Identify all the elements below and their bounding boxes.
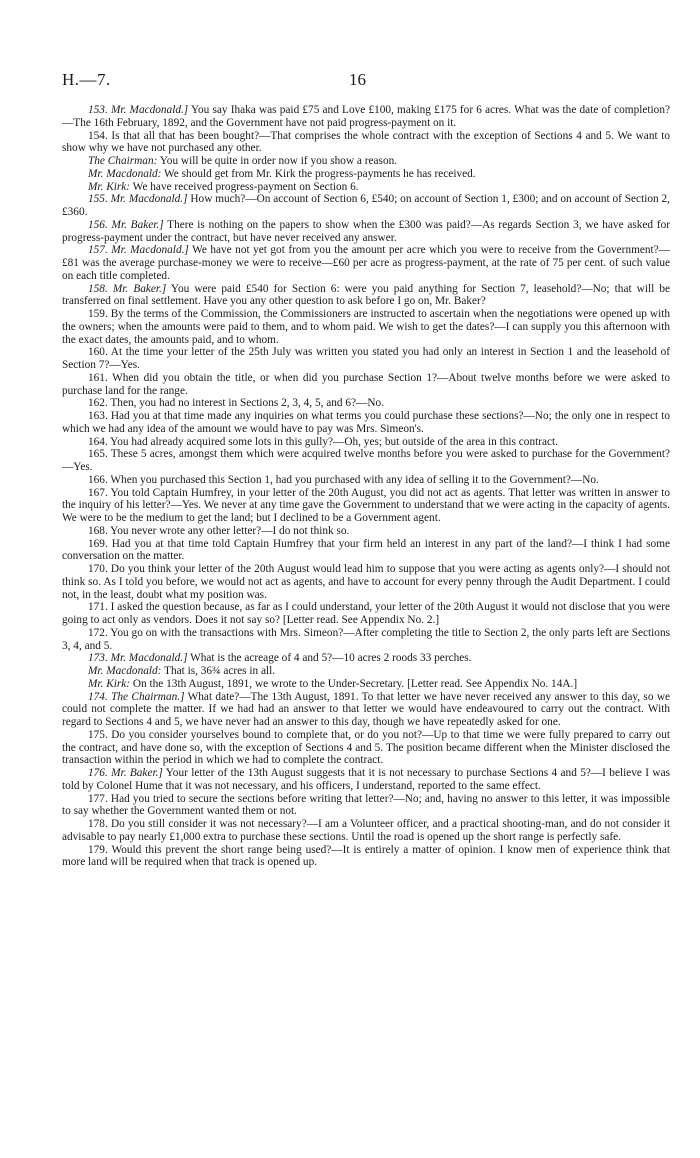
speaker-label: 153. Mr. Macdonald.] — [88, 104, 189, 116]
paragraph-text: 179. Would this prevent the short range being used?—It is entirely a matter of opinion. I know men of experience think that more land will be required when that track is opened up. — [62, 843, 670, 869]
paragraph-text: We have received progress-payment on Section 6. — [130, 180, 359, 193]
paragraph — [62, 130, 670, 156]
paragraph — [62, 563, 670, 601]
paragraph-text: How much?—On account of Section 6, £540; on account of Section 1, £300; and on account of Section 2, £360. — [62, 193, 670, 218]
paragraph-text: We should get from Mr. Kirk the progress-payments he has received. — [161, 167, 476, 180]
paragraph-text: 170. Do you think your letter of the 20th August would lead him to suppose that you were acting as agents only?—I should not think so. As I told you before, we would not act as agents, and have to account for every penny through the Audit Department. I could not, in the least, doubt what my position was. — [62, 563, 670, 601]
paragraph-text: 163. Had you at that time made any inquiries on what terms you could purchase these sections?—No; the only one in respect to which we had any idea of the amount we would have to pay was Mrs. Simeon's. — [62, 410, 670, 435]
paragraph-text: That is, 36¾ acres in all. — [161, 665, 276, 677]
paragraph-text: 178. Do you still consider it was not necessary?—I am a Volunteer officer, and a practical shooting-man, and do not consider it advisable to pay nearly £1,000 extra to purchase these sections. Until the road is opened up the short range is perfectly safe. — [62, 818, 670, 843]
paragraph — [62, 410, 670, 436]
paragraph — [62, 767, 670, 793]
speaker-label: 176. Mr. Baker.] — [88, 767, 163, 779]
paragraph — [62, 346, 670, 372]
paragraph-text: You will be quite in order now if you show a reason. — [157, 155, 398, 167]
paragraph-text: 175. Do you consider yourselves bound to complete that, or do you not?—Up to that time we were fully prepared to carry out the contract, and have done so, with the exception of Sections 4 and 5. The position became different when the Minister disclosed the transaction within the period in which we had to complete the contract. — [62, 728, 670, 767]
paragraph — [62, 155, 670, 168]
paragraph — [62, 372, 670, 398]
paragraph-text: On the 13th August, 1891, we wrote to the Under-Secretary. [Letter read. See Appendix No. 14A.] — [130, 677, 578, 690]
paragraph — [62, 627, 670, 653]
paragraph — [62, 474, 670, 487]
paragraph-text: Your letter of the 13th August suggests that it is not necessary to purchase Sections 4 and 5?—I believe I was told by Colonel Hume that it was not necessary, and his officers, I understand, reported to the same effect. — [62, 767, 670, 792]
paragraph-text: 162. Then, you had no interest in Sections 2, 3, 4, 5, and 6?—No. — [88, 397, 384, 410]
paragraph — [62, 844, 670, 870]
paragraph — [62, 283, 670, 309]
paragraph-text: What date?—The 13th August, 1891. To that letter we have never received any answer to this day, so we could not complete the matter. If we had had an answer to that letter we would have endeavoured to carry out the contract. With regard to Sections 4 and 5, we have never had an answer to this day, though we have repeatedly asked for one. — [62, 690, 670, 728]
paragraph — [62, 487, 670, 525]
paragraph — [62, 818, 670, 844]
paragraph — [62, 104, 670, 130]
paragraph — [62, 448, 670, 474]
paragraph — [62, 397, 670, 410]
paragraph — [62, 193, 670, 219]
document-id: H.—7. — [62, 70, 111, 89]
paragraph — [62, 729, 670, 767]
paragraph — [62, 793, 670, 819]
paragraph — [62, 219, 670, 245]
speaker-label: 155. Mr. Macdonald.] — [88, 193, 188, 206]
speaker-label: 157. Mr. Macdonald.] — [88, 244, 189, 257]
speaker-label: 173. Mr. Macdonald.] — [88, 652, 188, 665]
page-number: 16 — [349, 70, 366, 89]
speaker-label: Mr. Macdonald: — [88, 665, 162, 677]
body-text — [62, 104, 670, 869]
paragraph-text: 169. Had you at that time told Captain Humfrey that your firm held an interest in any part of the land?—I think I had some conversation on the matter. — [62, 537, 670, 563]
paragraph-text: We have not yet got from you the amount per acre which you were to receive from the Government?—£81 was the average purchase-money we were to receive—£60 per acre as progress-payment, at the rate of 75 per cent. of such value on each title completed. — [62, 244, 670, 282]
paragraph-text: 171. I asked the question because, as far as I could understand, your letter of the 20th August it would not disclose that you were going to act only as vendors. Does it not say so? [Letter read. See Appendix No. 2.] — [62, 601, 670, 626]
paragraph-text: 172. You go on with the transactions with Mrs. Simeon?—After completing the title to Section 2, the only parts left are Sections 3, 4, and 5. — [62, 626, 670, 652]
paragraph-text: You were paid £540 for Section 6: were you paid anything for Section 7, leasehold?—No; that will be transferred on final settlement. Have you any other question to ask before I go on, Mr. Baker? — [62, 282, 670, 308]
paragraph — [62, 168, 670, 181]
paragraph-text: What is the acreage of 4 and 5?—10 acres 2 roods 33 perches. — [187, 652, 472, 665]
paragraph — [62, 181, 670, 194]
paragraph-text: 166. When you purchased this Section 1, had you purchased with any idea of selling it to the Government?—No. — [88, 473, 599, 486]
paragraph — [62, 244, 670, 282]
speaker-label: Mr. Kirk: — [88, 677, 131, 690]
paragraph — [62, 652, 670, 665]
paragraph-text: There is nothing on the papers to show when the £300 was paid?—As regards Section 3, we have asked for progress-payment under the contract, but have never received any answer. — [62, 218, 670, 244]
paragraph — [62, 665, 670, 678]
paragraph-text: 161. When did you obtain the title, or when did you purchase Section 1?—About twelve months before we were asked to purchase land for the range. — [62, 371, 670, 397]
paragraph — [62, 538, 670, 564]
speaker-label: 174. The Chairman.] — [88, 690, 185, 703]
paragraph-text: 160. At the time your letter of the 25th July was written you stated you had only an interest in Section 1 and the leasehold of Section 7?—Yes. — [62, 346, 670, 371]
paragraph — [62, 525, 670, 538]
paragraph-text: 154. Is that all that has been bought?—That comprises the whole contract with the exception of Sections 4 and 5. We want to show why we have not purchased any other. — [62, 129, 670, 155]
speaker-label: 156. Mr. Baker.] — [88, 218, 164, 231]
paragraph-text: 177. Had you tried to secure the sections before writing that letter?—No; and, having no answer to this letter, it was impossible to say whether the Government wanted them or not. — [62, 792, 670, 818]
paragraph-text: 159. By the terms of the Commission, the Commissioners are instructed to ascertain when the negotiations were opened up with the owners; when the amounts were paid to them, and to whom paid. We wish to get the dates?—I can supply you this afternoon with the exact dates, the amounts paid, and to whom. — [62, 308, 670, 346]
paragraph-text: 167. You told Captain Humfrey, in your letter of the 20th August, you did not act as agents. That letter was written in answer to the inquiry of his letter?—Yes. We never at any time gave the Government to understand that we were acting in the capacity of agents. We were to be the medium to get the land; but I declined to be a Government agent. — [62, 486, 670, 524]
paragraph-text: You say Ihaka was paid £75 and Love £100, making £175 for 6 acres. What was the date of completion?—The 16th February, 1892, and the Government have not paid progress-payment on it. — [62, 104, 670, 129]
paragraph-text: 164. You had already acquired some lots in this gully?—Oh, yes; but outside of the area in this contract. — [88, 435, 558, 448]
speaker-label: Mr. Kirk: — [88, 180, 131, 193]
paragraph — [62, 601, 670, 627]
paragraph — [62, 308, 670, 346]
paragraph — [62, 436, 670, 449]
speaker-label: The Chairman: — [88, 155, 158, 167]
paragraph-text: 165. These 5 acres, amongst them which were acquired twelve months before you were asked to purchase for the Government?—Yes. — [62, 448, 670, 473]
page-header — [62, 70, 662, 92]
paragraph — [62, 691, 670, 729]
paragraph-text: 168. You never wrote any other letter?—I do not think so. — [88, 524, 350, 537]
speaker-label: Mr. Macdonald: — [88, 167, 162, 180]
paragraph — [62, 678, 670, 691]
speaker-label: 158. Mr. Baker.] — [88, 282, 167, 295]
